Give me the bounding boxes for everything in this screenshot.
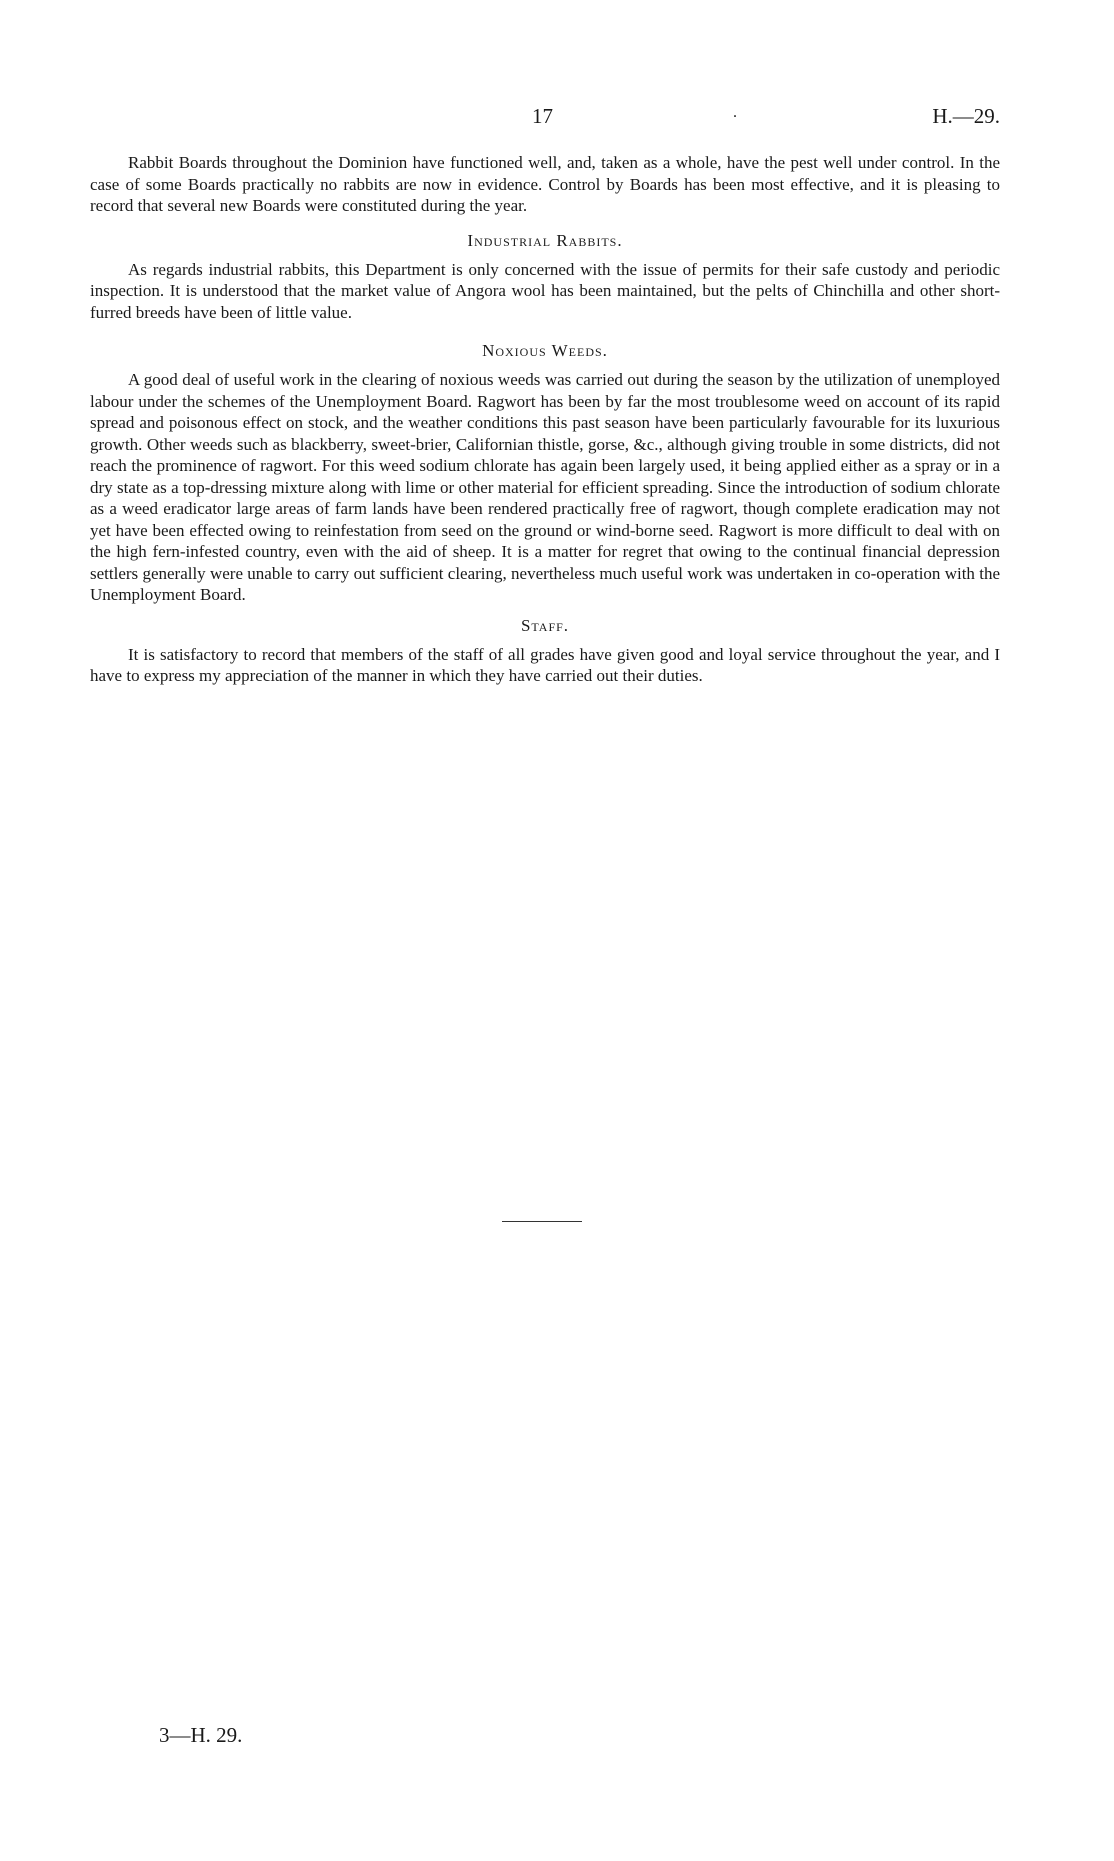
- footer-reference: 3—H. 29.: [159, 1723, 243, 1747]
- header-dot: .: [733, 104, 737, 121]
- page-number: 17: [532, 104, 553, 128]
- noxious-weeds-paragraph: A good deal of useful work in the clearing of noxious weeds was carried out during the season by the utilization of unemployed labour under the schemes of the Unemployment Board. Ragwort has been by far the most troublesome weed on account of its rapid spread and poisonous effect on stock, and the weather conditions this past season have been particularly favourable for its luxurious growth. Other weeds such as blackberry, sweet-brier, Californian thistle, gorse, &c., although giving trouble in some districts, did not reach the prominence of ragwort. For this weed sodium chlorate has again been largely used, it being applied either as a spray or in a dry state as a top-dressing mixture along with lime or other material for efficient spreading. Since the introduction of sodium chlorate as a weed eradicator large areas of farm lands have been rendered practically free of ragwort, though complete eradication may not yet have been effected owing to reinfestation from seed on the ground or wind-borne seed. Ragwort is more difficult to deal with on the high fern-infested country, even with the aid of sheep. It is a matter for regret that owing to the continual financial depression settlers generally were unable to carry out sufficient clearing, nevertheless much useful work was undertaken in co-operation with the Unemployment Board.: [90, 370, 1000, 604]
- industrial-rabbits-heading: Industrial Rabbits.: [467, 230, 623, 250]
- staff-heading: Staff.: [520, 615, 570, 635]
- rabbit-boards-paragraph: Rabbit Boards throughout the Dominion have functioned well, and, taken as a whole, have the pest well under control. In the case of some Boards practically no rabbits are now in evidence. Control by Boards has been most effective, and it is pleasing to record that several new Boards were constituted during the year.: [90, 153, 1000, 215]
- page-header: [90, 104, 1000, 134]
- body-text: [90, 152, 1000, 687]
- document-reference: H.—29.: [932, 104, 1000, 128]
- staff-paragraph: It is satisfactory to record that members of the staff of all grades have given good and loyal service throughout the year, and I have to express my appreciation of the manner in which they have carried out their duties.: [90, 644, 1000, 685]
- noxious-weeds-heading: Noxious Weeds.: [482, 341, 608, 360]
- section-divider-rule: [502, 1221, 582, 1222]
- industrial-rabbits-paragraph: As regards industrial rabbits, this Department is only concerned with the issue of permits for their safe custody and periodic inspection. It is understood that the market value of Angora wool has been maintained, but the pelts of Chinchilla and other short-furred breeds have been of little value.: [90, 259, 1000, 322]
